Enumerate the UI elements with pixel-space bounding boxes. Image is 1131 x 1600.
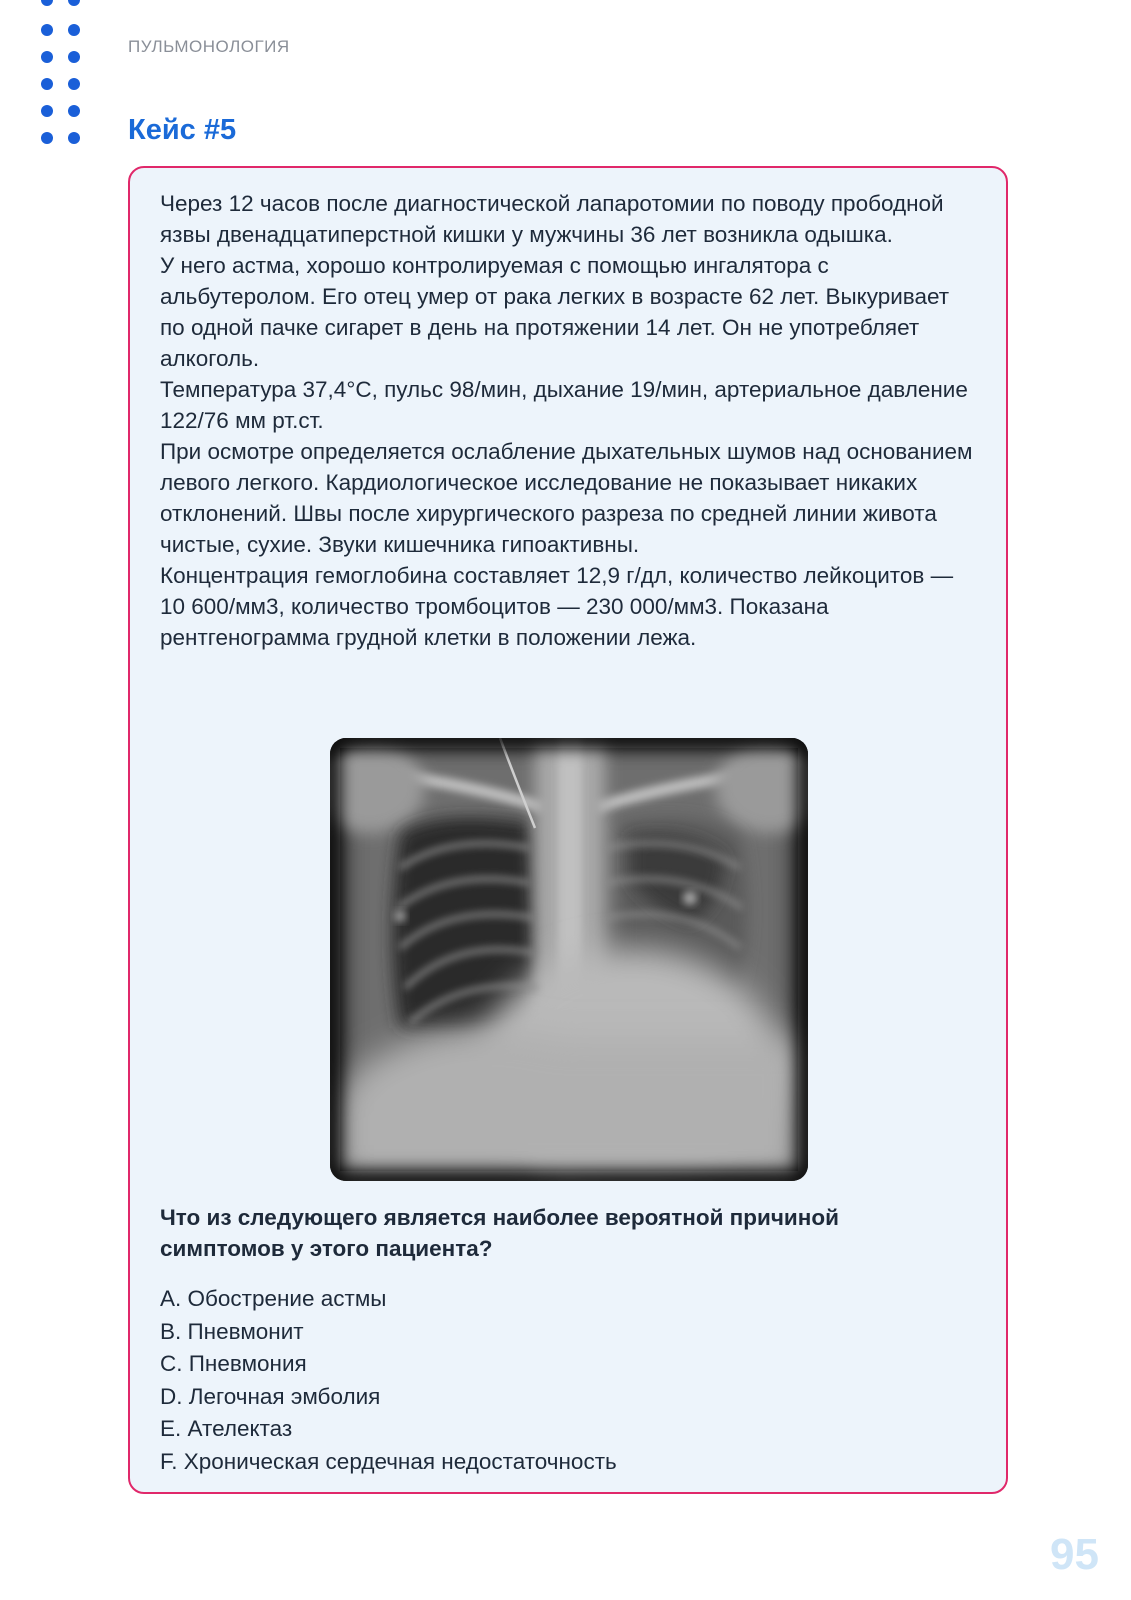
- section-label: ПУЛЬМОНОЛОГИЯ: [128, 37, 290, 56]
- case-paragraph: У него астма, хорошо контролируемая с помощью ингалятора с альбутеролом. Его отец умер от рака легких в возрасте 62 лет. Выкуривает по одной пачке сигарет в день на протяжении 14 лет. Он не употребляет алкоголь.: [160, 253, 950, 371]
- chest-xray-image: [330, 738, 808, 1181]
- case-description: [160, 188, 980, 653]
- case-title: Кейс #5: [128, 114, 237, 146]
- case-paragraph: Температура 37,4°С, пульс 98/мин, дыхание 19/мин, артериальное давление 122/76 мм рт.ст.: [160, 377, 968, 433]
- answer-options: [160, 1283, 960, 1478]
- answer-option: E. Ателектаз: [160, 1416, 293, 1441]
- answer-option: C. Пневмония: [160, 1351, 307, 1376]
- dot-grid-icon: [0, 0, 100, 160]
- case-paragraph: Через 12 часов после диагностической лапаротомии по поводу прободной язвы двенадцатиперстной кишки у мужчины 36 лет возникла одышка.: [160, 191, 944, 247]
- page-number: 95: [1050, 1530, 1099, 1579]
- answer-option: F. Хроническая сердечная недостаточность: [160, 1448, 617, 1474]
- case-paragraph: При осмотре определяется ослабление дыхательных шумов над основанием левого легкого. Кардиологическое исследование не показывает никаких отклонений. Швы после хирургического разреза по средней линии живота чистые, сухие. Звуки кишечника гипоактивны.: [160, 439, 973, 557]
- case-paragraph: Концентрация гемоглобина составляет 12,9 г/дл, количество лейкоцитов — 10 600/мм3, количество тромбоцитов — 230 000/мм3. Показана рентгенограмма грудной клетки в положении лежа.: [160, 563, 954, 650]
- answer-option: D. Легочная эмболия: [160, 1383, 381, 1409]
- answer-option: A. Обострение астмы: [160, 1286, 387, 1311]
- question-text: Что из следующего является наиболее вероятной причиной симптомов у этого пациента?: [160, 1205, 839, 1261]
- answer-option: B. Пневмонит: [160, 1318, 304, 1344]
